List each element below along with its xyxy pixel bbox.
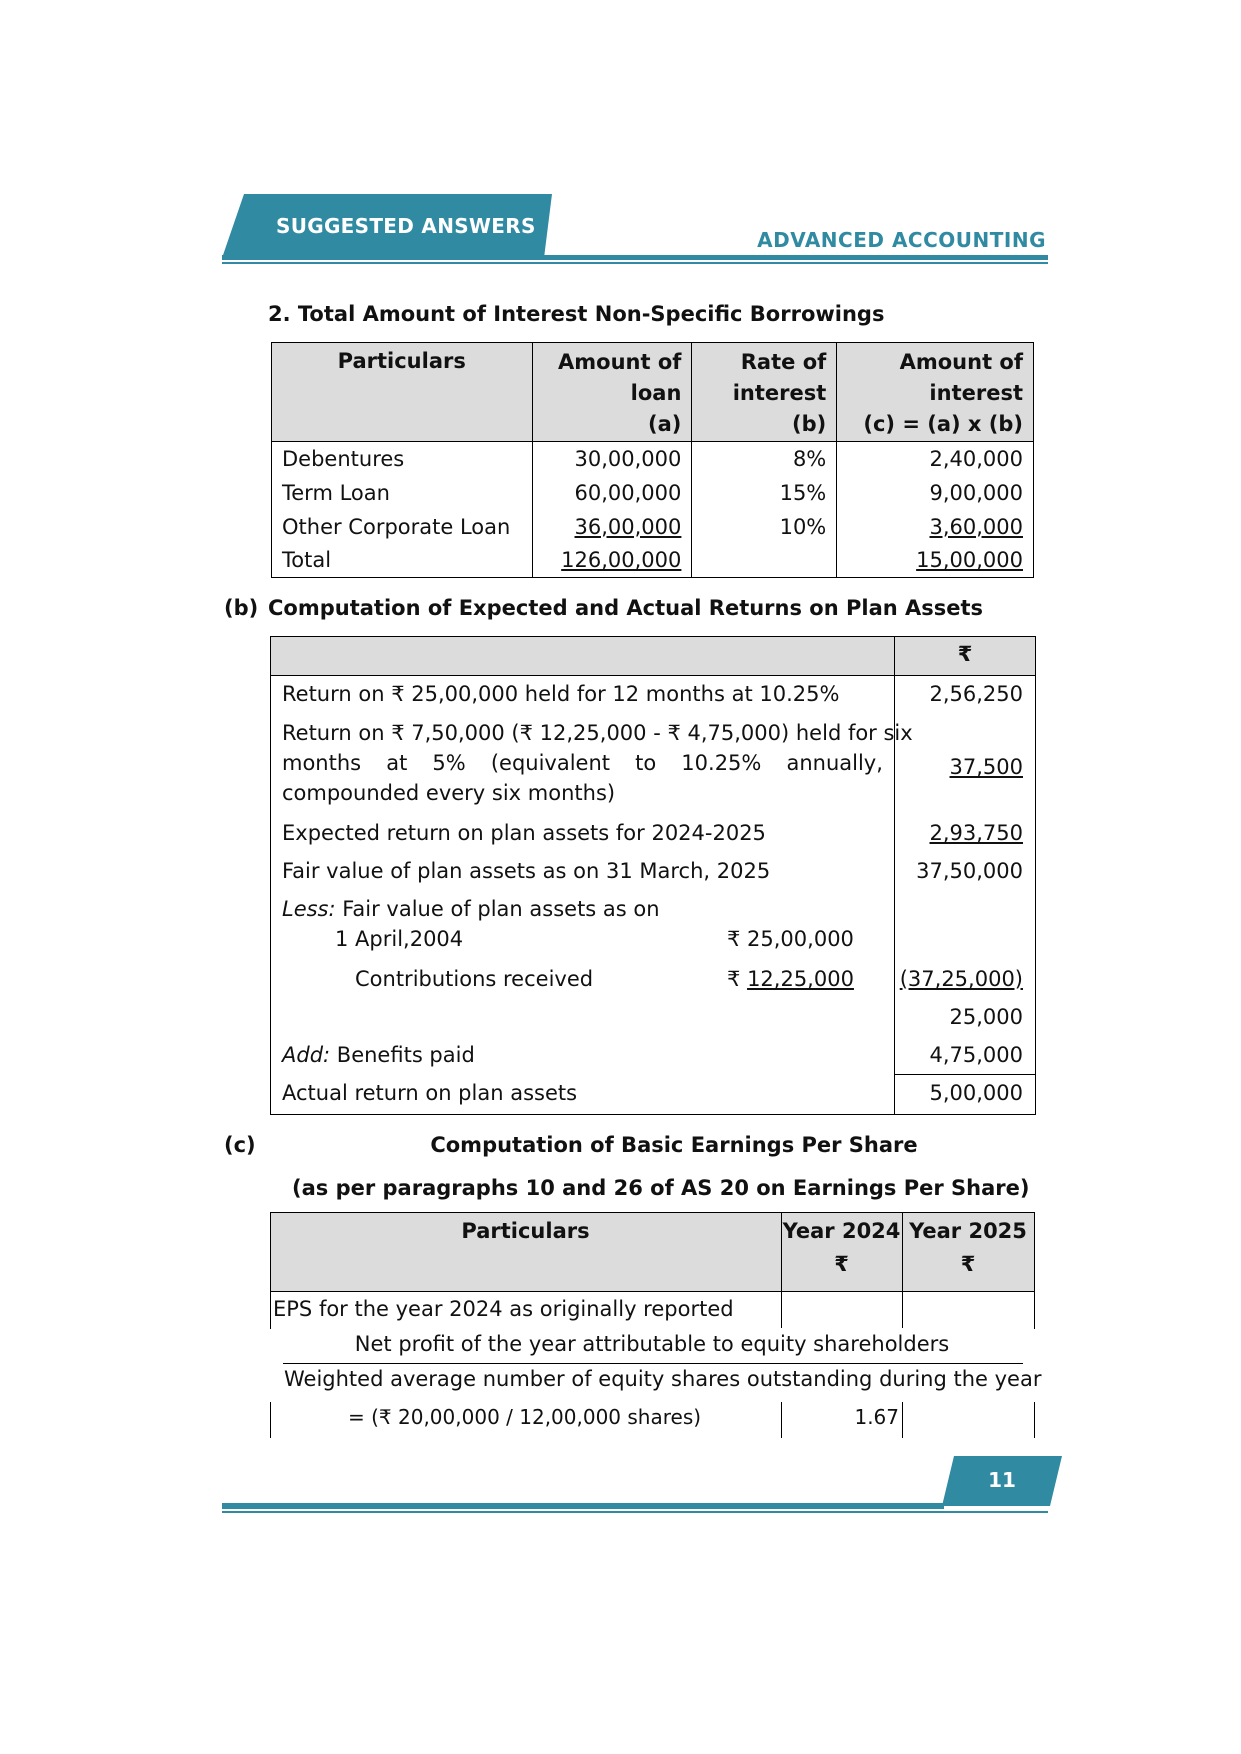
eps-table bbox=[270, 1212, 1042, 1438]
row-particular: Other Corporate Loan bbox=[272, 510, 533, 544]
eps-value-2024: 1.67 bbox=[854, 1405, 899, 1429]
row-loan: 60,00,000 bbox=[532, 476, 692, 510]
row-loan-cell bbox=[532, 510, 692, 544]
divider bbox=[270, 1402, 271, 1438]
row7-text-line bbox=[282, 1043, 475, 1067]
header-left-title: SUGGESTED ANSWERS bbox=[276, 214, 536, 238]
row5-sub1-amount: ₹ 25,00,000 bbox=[727, 927, 854, 951]
row2-line2 bbox=[282, 751, 883, 775]
row-interest: 9,00,000 bbox=[929, 480, 1023, 505]
row-rate: 10% bbox=[692, 510, 837, 544]
row-particular: Debentures bbox=[272, 442, 533, 476]
rupee-header: ₹ bbox=[957, 642, 973, 666]
row2-word: to bbox=[635, 751, 657, 775]
row-loan: 30,00,000 bbox=[532, 442, 692, 476]
footer-rule bbox=[222, 1503, 944, 1509]
row4-amount: 37,50,000 bbox=[916, 859, 1023, 883]
divider bbox=[1034, 1402, 1035, 1438]
row-interest: 15,00,000 bbox=[916, 548, 1023, 573]
row8-amount: 5,00,000 bbox=[929, 1081, 1023, 1105]
total-rule bbox=[894, 1074, 1035, 1075]
row5-amount-cell bbox=[895, 967, 1023, 991]
row5-text-line bbox=[282, 897, 660, 921]
row2-word: 5% bbox=[432, 751, 466, 775]
row2-amount-cell bbox=[895, 755, 1023, 779]
section-c-heading: Computation of Basic Earnings Per Share bbox=[430, 1133, 918, 1157]
section-b-heading: Computation of Expected and Actual Returns on Plan Assets bbox=[268, 596, 984, 620]
table-row bbox=[272, 476, 1034, 510]
row-particular: Term Loan bbox=[272, 476, 533, 510]
section-b-label: (b) bbox=[224, 596, 259, 620]
row-interest-cell bbox=[837, 510, 1034, 544]
row-interest-cell bbox=[837, 544, 1034, 578]
plan-assets-table bbox=[270, 636, 1036, 1115]
footer-rule-thin bbox=[222, 1511, 1048, 1513]
row5-amount: (37,25,000) bbox=[899, 967, 1023, 991]
fraction-bar bbox=[283, 1363, 1023, 1364]
col-year-2024: Year 2024 bbox=[782, 1219, 901, 1243]
col-amount-of-interest: Amount of interest (c) = (a) x (b) bbox=[863, 350, 1023, 436]
section-c-label: (c) bbox=[224, 1133, 256, 1157]
row2-line1: Return on ₹ 7,50,000 (₹ 12,25,000 - ₹ 4,75,000) held for six bbox=[282, 721, 913, 745]
row8-text: Actual return on plan assets bbox=[282, 1081, 578, 1105]
eps-row1-text: EPS for the year 2024 as originally reported bbox=[273, 1297, 734, 1321]
row-rate: 15% bbox=[692, 476, 837, 510]
row5-sub1: 1 April,2004 bbox=[335, 927, 464, 951]
row-rate: 8% bbox=[692, 442, 837, 476]
row-loan-cell bbox=[532, 544, 692, 578]
row-interest: 3,60,000 bbox=[929, 514, 1023, 539]
col-particulars: Particulars bbox=[272, 343, 533, 442]
eps-denominator: Weighted average number of equity shares outstanding during the year bbox=[284, 1367, 1042, 1391]
row7-amount: 4,75,000 bbox=[929, 1043, 1023, 1067]
table-row-total bbox=[272, 544, 1034, 578]
row1-amount: 2,56,250 bbox=[929, 682, 1023, 706]
table-row bbox=[272, 442, 1034, 476]
add-label: Add: bbox=[282, 1043, 331, 1067]
row2-word: at bbox=[386, 751, 408, 775]
row5-sub2-rupee: ₹ bbox=[727, 967, 741, 991]
less-label: Less: bbox=[282, 897, 336, 921]
eps-formula: = (₹ 20,00,000 / 12,00,000 shares) bbox=[348, 1405, 702, 1429]
row5-sub2-amount: 12,25,000 bbox=[747, 967, 854, 991]
row2-word: annually, bbox=[786, 751, 883, 775]
eps-numerator: Net profit of the year attributable to equity shareholders bbox=[354, 1332, 950, 1356]
header-rule-thin bbox=[222, 262, 1048, 264]
col-particulars: Particulars bbox=[461, 1219, 590, 1243]
row5-sub2: Contributions received bbox=[355, 967, 594, 991]
section-c-subheading: (as per paragraphs 10 and 26 of AS 20 on Earnings Per Share) bbox=[292, 1176, 1030, 1200]
header-right-title: ADVANCED ACCOUNTING bbox=[757, 228, 1046, 252]
row3-amount-cell bbox=[895, 821, 1023, 845]
row-loan: 126,00,000 bbox=[561, 548, 682, 573]
row3-amount: 2,93,750 bbox=[929, 821, 1023, 845]
row2-line3: compounded every six months) bbox=[282, 781, 616, 805]
rupee-2024: ₹ bbox=[834, 1252, 849, 1276]
row-particular: Total bbox=[272, 544, 533, 578]
rupee-2025: ₹ bbox=[960, 1252, 976, 1276]
col-amount-of-loan: Amount of loan (a) bbox=[532, 343, 692, 442]
row2-word: months bbox=[282, 751, 362, 775]
table-header-row bbox=[272, 343, 1034, 442]
page-number: 11 bbox=[988, 1468, 1016, 1492]
row1-text: Return on ₹ 25,00,000 held for 12 months at 10.25% bbox=[282, 682, 840, 706]
row6-amount: 25,000 bbox=[949, 1005, 1023, 1029]
table-row bbox=[272, 510, 1034, 544]
row3-text: Expected return on plan assets for 2024-2025 bbox=[282, 821, 766, 845]
col-rate-of-interest: Rate of interest (b) bbox=[692, 343, 837, 442]
col-year-2025: Year 2025 bbox=[909, 1219, 1027, 1243]
row2-word: (equivalent bbox=[490, 751, 611, 775]
row2-word: 10.25% bbox=[681, 751, 762, 775]
row-rate bbox=[692, 544, 837, 578]
row4-text: Fair value of plan assets as on 31 March, 2025 bbox=[282, 859, 771, 883]
row2-amount: 37,500 bbox=[949, 755, 1023, 779]
row5-sub2-amount-line bbox=[727, 967, 854, 991]
row-loan: 36,00,000 bbox=[574, 514, 682, 539]
row5-text: Fair value of plan assets as on bbox=[342, 897, 660, 921]
divider bbox=[270, 1291, 271, 1329]
header-rule bbox=[222, 255, 1048, 260]
non-specific-borrowings-table bbox=[271, 342, 1034, 578]
row-interest: 2,40,000 bbox=[929, 446, 1023, 471]
row7-text: Benefits paid bbox=[336, 1043, 475, 1067]
divider bbox=[1034, 1291, 1035, 1329]
divider bbox=[902, 1402, 903, 1438]
section-2-heading: 2. Total Amount of Interest Non-Specific Borrowings bbox=[268, 302, 885, 326]
